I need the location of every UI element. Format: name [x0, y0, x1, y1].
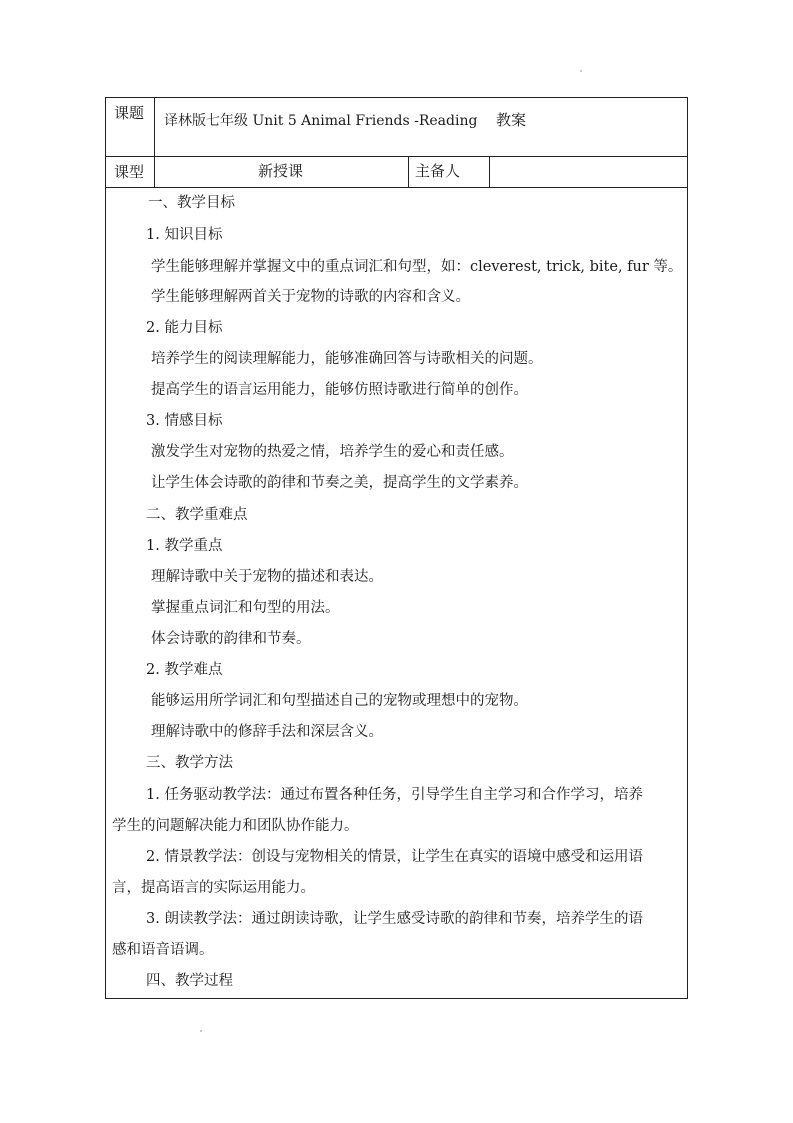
- section-heading: 四、教学过程: [146, 973, 233, 989]
- content-line: 让学生体会诗歌的韵律和节奏之美，提高学生的文学素养。: [151, 475, 528, 491]
- lesson-title: 译林版七年级 Unit 5 Animal Friends -Reading: [164, 113, 478, 129]
- content-line: 学生的问题解决能力和团队协作能力。: [112, 818, 359, 834]
- page-mark-bottom: [200, 1030, 202, 1032]
- page-mark-top: [580, 70, 582, 72]
- sub-heading: 3. 情感目标: [146, 413, 223, 429]
- type-row: [106, 157, 687, 188]
- sub-heading: 1. 教学重点: [146, 538, 223, 554]
- content-line: 体会诗歌的韵律和节奏。: [151, 631, 311, 647]
- lesson-title-suffix: 教案: [496, 111, 527, 129]
- content-line: 感和语音语调。: [112, 942, 214, 958]
- sub-heading: 1. 知识目标: [146, 227, 223, 243]
- content-line: 提高学生的语言运用能力，能够仿照诗歌进行简单的创作。: [151, 382, 528, 398]
- content-line: 激发学生对宠物的热爱之情，培养学生的爱心和责任感。: [151, 444, 514, 460]
- type-value: 新授课: [258, 162, 304, 180]
- section-heading: 一、教学目标: [148, 195, 235, 211]
- sub-heading: 2. 能力目标: [146, 320, 223, 336]
- content-line: 理解诗歌中的修辞手法和深层含义。: [151, 724, 383, 740]
- sub-heading: 2. 教学难点: [146, 662, 223, 678]
- type-label: 课型: [114, 163, 145, 181]
- content-line: 掌握重点词汇和句型的用法。: [151, 600, 340, 616]
- type-row-divider-2: [408, 157, 409, 187]
- content-line: 培养学生的阅读理解能力，能够准确回答与诗歌相关的问题。: [151, 351, 543, 367]
- lesson-plan-table: [105, 97, 688, 999]
- host-label: 主备人: [415, 162, 461, 180]
- title-row: [106, 98, 687, 157]
- section-heading: 三、教学方法: [146, 755, 233, 771]
- content-line: 3. 朗读教学法：通过朗读诗歌，让学生感受诗歌的韵律和节奏，培养学生的语: [146, 911, 643, 927]
- title-row-divider: [154, 98, 155, 156]
- section-heading: 二、教学重难点: [146, 507, 248, 523]
- content-line: 2. 情景教学法：创设与宠物相关的情景，让学生在真实的语境中感受和运用语: [146, 849, 643, 865]
- content-line: 言，提高语言的实际运用能力。: [112, 880, 315, 896]
- content-line: 能够运用所学词汇和句型描述自己的宠物或理想中的宠物。: [151, 693, 528, 709]
- content-line: 学生能够理解并掌握文中的重点词汇和句型，如：cleverest, trick, bite, fur 等。: [151, 259, 683, 275]
- content-line: 学生能够理解两首关于宠物的诗歌的内容和含义。: [151, 289, 470, 305]
- content-line: 1. 任务驱动教学法：通过布置各种任务，引导学生自主学习和合作学习，培养: [146, 787, 643, 803]
- content-line: 理解诗歌中关于宠物的描述和表达。: [151, 569, 383, 585]
- content-area: [106, 188, 687, 998]
- type-row-divider-1: [154, 157, 155, 187]
- title-label: 课题: [114, 104, 145, 122]
- type-row-divider-3: [489, 157, 490, 187]
